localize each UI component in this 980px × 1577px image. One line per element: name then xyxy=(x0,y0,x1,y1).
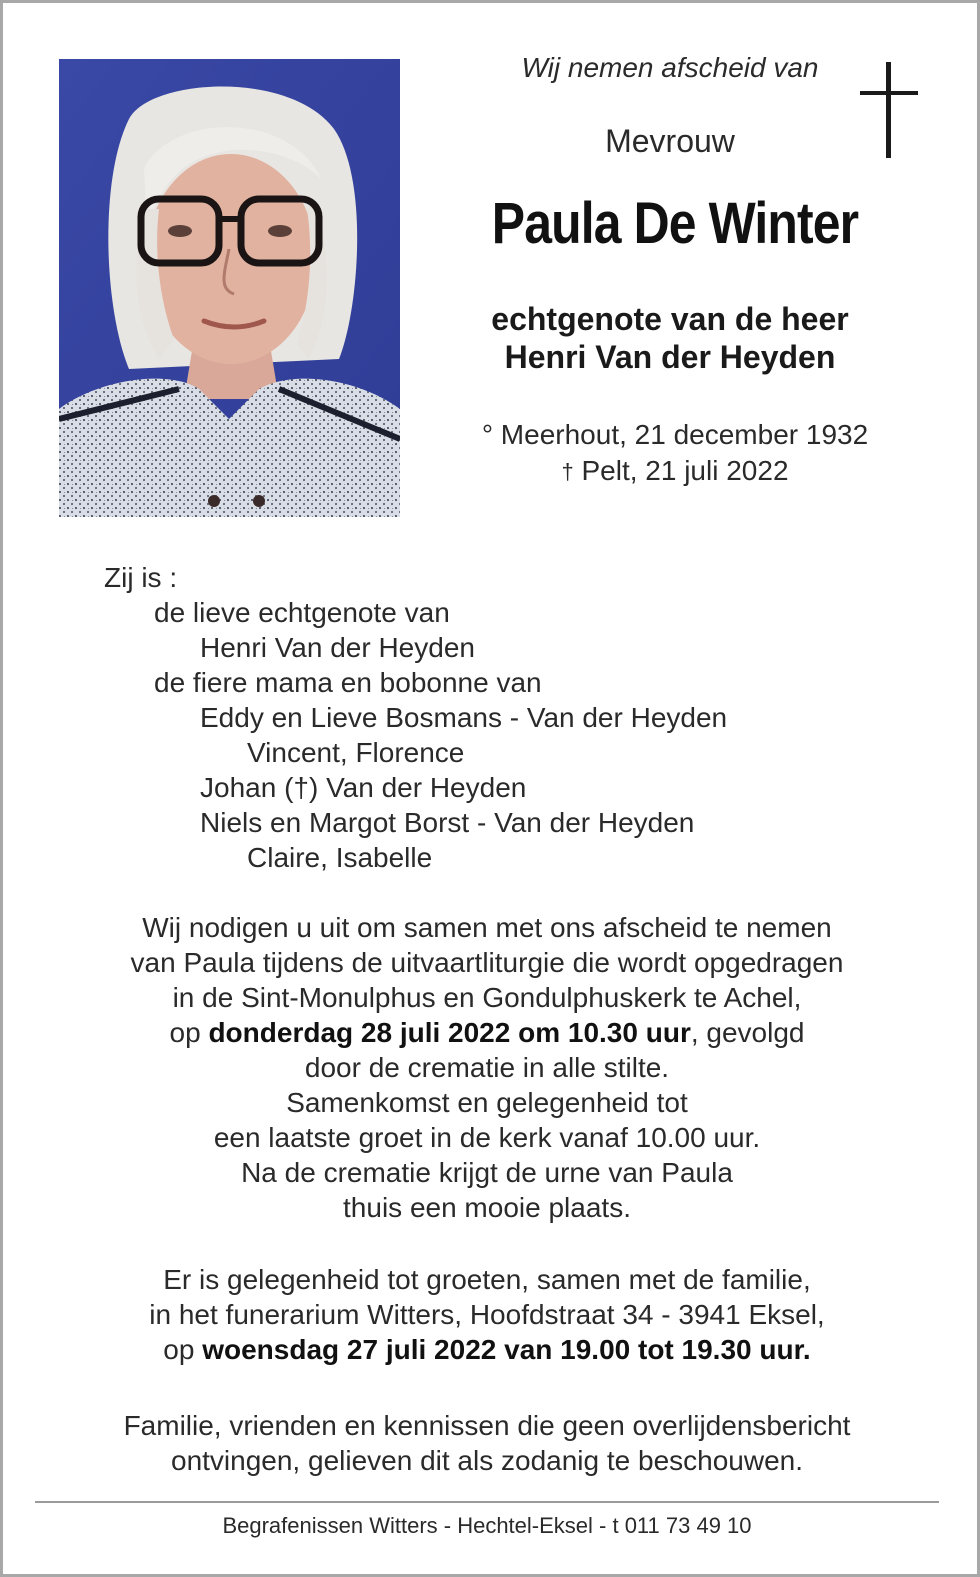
family-heading: Zij is : xyxy=(104,562,178,593)
ceremony-line: thuis een mooie plaats. xyxy=(343,1192,631,1223)
spouse-line: echtgenote van de heer xyxy=(491,301,849,337)
family-line: de lieve echtgenote van xyxy=(154,597,450,628)
ceremony-line: Wij nodigen u uit om samen met ons afscheid te nemen xyxy=(142,912,832,943)
visitation-paragraph xyxy=(40,1262,934,1367)
notice-paragraph xyxy=(40,1408,934,1478)
footer-divider xyxy=(35,1501,939,1503)
dates-block xyxy=(430,417,920,490)
ceremony-line: een laatste groet in de kerk vanaf 10.00 uur. xyxy=(213,1122,761,1153)
ceremony-line: door de crematie in alle stilte. xyxy=(304,1052,670,1083)
honorific: Mevrouw xyxy=(605,123,735,159)
visitation-line: Er is gelegenheid tot groeten, samen met de familie, xyxy=(163,1264,811,1295)
deceased-name: Paula De Winter xyxy=(491,191,859,256)
family-list xyxy=(104,560,727,875)
family-line: Niels en Margot Borst - Van der Heyden xyxy=(200,807,695,838)
ceremony-date: donderdag 28 juli 2022 om 10.30 uur xyxy=(208,1017,691,1048)
family-line: Vincent, Florence xyxy=(247,737,465,768)
funeral-home-footer: Begrafenissen Witters - Hechtel-Eksel - t 011 73 49 10 xyxy=(222,1513,752,1538)
family-line: Claire, Isabelle xyxy=(247,842,433,873)
family-line: Johan (†) Van der Heyden xyxy=(200,772,527,803)
dagger-icon: † xyxy=(561,459,574,484)
birth-date: ° Meerhout, 21 december 1932 xyxy=(481,419,869,450)
ceremony-suffix: , gevolgd xyxy=(690,1017,805,1048)
ceremony-date-line xyxy=(40,1015,934,1050)
family-line: de fiere mama en bobonne van xyxy=(154,667,542,698)
ceremony-paragraph xyxy=(40,910,934,1225)
death-date-line xyxy=(430,453,920,490)
notice-line: ontvingen, gelieven dit als zodanig te beschouwen. xyxy=(171,1445,803,1476)
death-date: Pelt, 21 juli 2022 xyxy=(581,455,789,486)
family-line: Henri Van der Heyden xyxy=(200,632,475,663)
visitation-date-line xyxy=(40,1332,934,1367)
visitation-date: woensdag 27 juli 2022 van 19.00 tot 19.30 uur. xyxy=(202,1334,811,1365)
ceremony-line: van Paula tijdens de uitvaartliturgie die wordt opgedragen xyxy=(130,947,844,978)
spouse-name: Henri Van der Heyden xyxy=(504,339,836,375)
ceremony-line: in de Sint-Monulphus en Gondulphuskerk te Achel, xyxy=(172,982,802,1013)
ceremony-line: Na de crematie krijgt de urne van Paula xyxy=(241,1157,733,1188)
portrait-photo xyxy=(59,59,400,517)
ceremony-prefix: op xyxy=(169,1017,209,1048)
spouse-block xyxy=(430,300,910,376)
ceremony-line: Samenkomst en gelegenheid tot xyxy=(286,1087,688,1118)
notice-line: Familie, vrienden en kennissen die geen overlijdensbericht xyxy=(123,1410,851,1441)
visitation-prefix: op xyxy=(163,1334,203,1365)
family-line: Eddy en Lieve Bosmans - Van der Heyden xyxy=(200,702,728,733)
visitation-line: in het funerarium Witters, Hoofdstraat 34 - 3941 Eksel, xyxy=(149,1299,825,1330)
intro-text: Wij nemen afscheid van xyxy=(521,52,819,83)
